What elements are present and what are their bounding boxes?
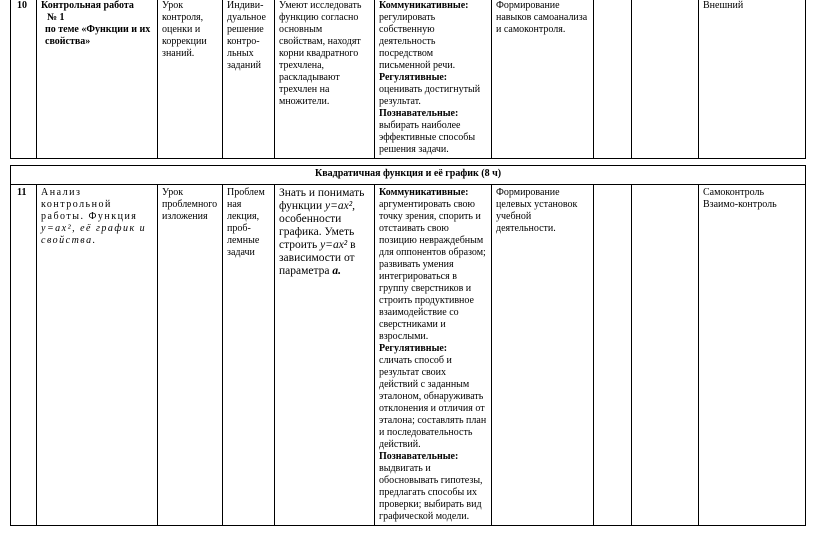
subj-text: Уметь строить	[279, 226, 355, 251]
topic-line: по теме «Функции и их свойства»	[45, 24, 151, 47]
control-type: Внешний	[699, 0, 806, 159]
lesson-number: 10	[11, 0, 37, 159]
personal-results: Формирование целевых установок учебной деятельности.	[492, 185, 594, 526]
subj-text: особенности графика.	[279, 213, 342, 238]
subject-results	[275, 185, 375, 526]
lesson-type: Урок проблемного изложения	[158, 185, 223, 526]
empty-cell	[594, 0, 632, 159]
cog-label: Познавательные:	[379, 451, 459, 462]
comm-label: Коммуникативные:	[379, 0, 469, 11]
subj-param: a.	[332, 265, 342, 277]
reg-text: оценивать достигнутый результат.	[379, 84, 481, 107]
cog-text: выбирать наиболее эффективные способы решения задачи.	[379, 120, 476, 155]
lesson-type: Урок контроля, оценки и коррекции знаний.	[158, 0, 223, 159]
uud-results	[375, 185, 492, 526]
uud-results	[375, 0, 492, 159]
table-row	[11, 185, 806, 526]
lesson-form: Проблем ная лекция, проб-лемные задачи	[223, 185, 275, 526]
reg-label: Регулятивные:	[379, 72, 448, 83]
reg-label: Регулятивные:	[379, 343, 448, 354]
subject-results: Умеют исследовать функцию согласно основным свойствам, находят корни квадратного трехчлена, раскладывают трехчлен на множители.	[275, 0, 375, 159]
topic-line: № 1	[47, 12, 65, 23]
topic-text: Анализ контрольной работы. Функция	[41, 187, 138, 222]
topic-line: Контрольная работа	[41, 0, 134, 11]
section-title: Квадратичная функция и её график (8 ч)	[11, 166, 806, 185]
comm-text: аргументировать свою точку зрения, спорить и отстаивать свою позицию невраждебным для оппонентов образом; развивать умения интегрироваться в группу сверстников и строить продуктивное взаимодействие со сверстниками и взрослыми.	[379, 199, 486, 342]
empty-cell	[632, 185, 699, 526]
topic-formula: y=ax², её график и свойства.	[41, 223, 147, 246]
empty-cell	[632, 0, 699, 159]
lesson-number: 11	[11, 185, 37, 526]
lesson-topic	[37, 185, 158, 526]
subj-text: Знать и понимать функции	[279, 187, 365, 212]
cog-text: выдвигать и обосновывать гипотезы, предлагать способы их проверки; выбирать вид графической модели.	[379, 463, 483, 522]
subj-text: в зависимости от параметра	[279, 239, 356, 277]
lesson-table-row10	[10, 0, 806, 159]
comm-text: регулировать собственную деятельность посредством письменной речи.	[379, 12, 456, 71]
reg-text: сличать способ и результат своих действий с заданным эталоном, обнаруживать отклонения и отличия от эталона; составлять план и последовательность действий.	[379, 355, 487, 450]
subj-formula: y=ax²,	[325, 200, 356, 212]
section-header-row	[11, 166, 806, 185]
lesson-form: Индиви-дуальное решение контро-льных заданий	[223, 0, 275, 159]
control-type: Самоконтроль Взаимо-контроль	[699, 185, 806, 526]
lesson-topic	[37, 0, 158, 159]
personal-results: Формирование навыков самоанализа и самоконтроля.	[492, 0, 594, 159]
lesson-table-section	[10, 165, 806, 526]
subj-formula: y=ax²	[320, 239, 348, 251]
empty-cell	[594, 185, 632, 526]
comm-label: Коммуникативные:	[379, 187, 469, 198]
cog-label: Познавательные:	[379, 108, 459, 119]
table-row	[11, 0, 806, 159]
